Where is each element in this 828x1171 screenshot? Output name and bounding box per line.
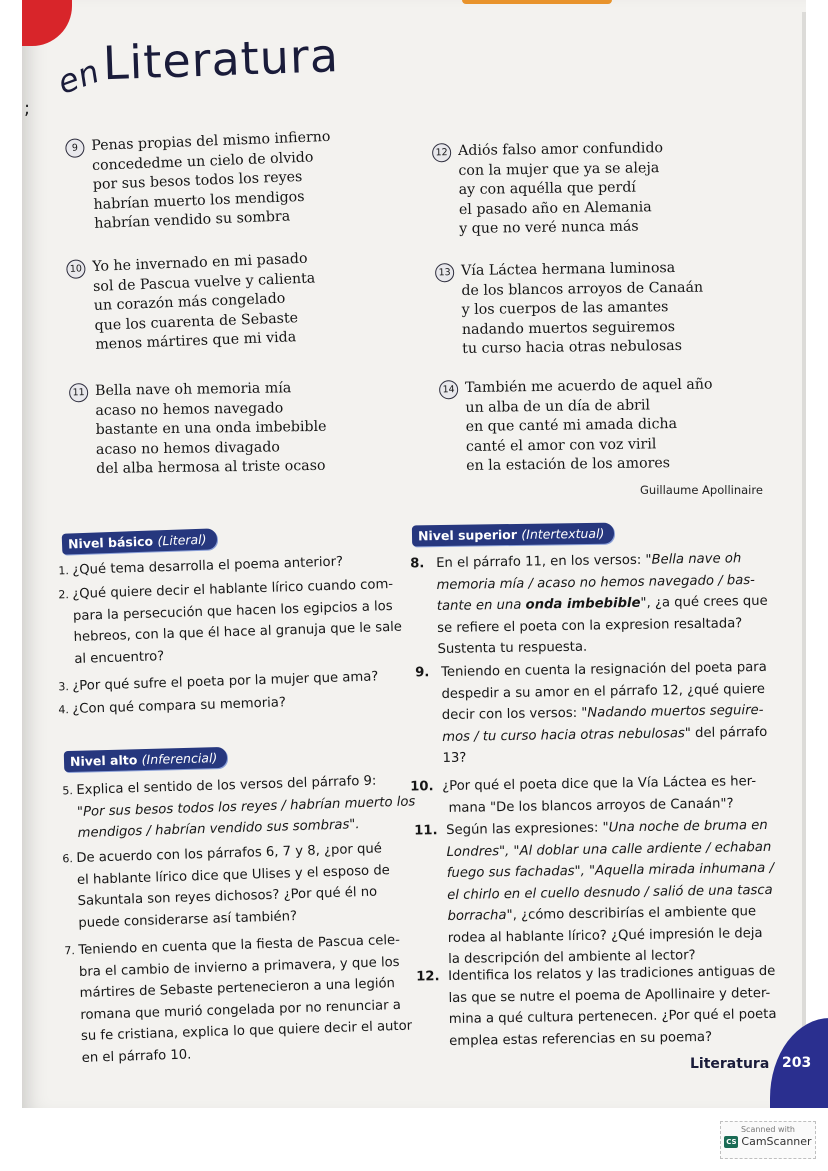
question-text: mina a qué cultura pertenecen. ¿Por qué el poeta [448, 1006, 777, 1027]
stanza-10 [69, 249, 318, 355]
quoted-verse: "Por sus besos todos los reyes / habrían muerto los [76, 793, 416, 820]
verse: habrían muerto los mendigos [93, 188, 305, 213]
question-6 [62, 838, 392, 934]
page-title [52, 28, 340, 102]
question-text: ¿Con qué compara su memoria? [72, 695, 287, 717]
question-text: ¿Qué tema desarrolla el poema anterior? [72, 554, 344, 578]
verse: de los blancos arroyos de Canaán [461, 279, 704, 299]
verse: por sus besos todos los reyes [92, 168, 303, 193]
footer-section-label: Literatura [690, 1056, 770, 1072]
watermark-caption: Scanned with [740, 1125, 796, 1134]
question-text: rodea al hablante lírico? ¿Qué impresión le deja [447, 925, 763, 946]
question-text: el hablante lírico dice que Ulises y el esposo de [76, 862, 391, 888]
question-number: 8. [410, 556, 425, 572]
stanza-number-badge: 11 [69, 383, 88, 402]
verse: habrían vendido su sombra [94, 208, 291, 232]
question-text: Sustenta tu respuesta. [437, 639, 588, 657]
question-number: 2. [58, 588, 70, 602]
quoted-verse: mendigos / habrían vendido sus sombras". [77, 817, 360, 841]
question-text: mana "De los blancos arroyos de Canaán"? [448, 795, 734, 816]
question-text: puede considerarse así también? [78, 908, 298, 931]
quoted-verse: Londres", "Al doblar una calle ardiente / echaban [446, 839, 772, 860]
question-5 [62, 769, 416, 844]
verse: menos mártires que mi vida [95, 329, 297, 353]
question-number: 4. [58, 703, 70, 717]
question-text: Explica el sentido de los versos del párrafo 9: [76, 773, 377, 798]
quoted-verse: tante en una [436, 597, 526, 614]
question-text: De acuerdo con los párrafos 6, 7 y 8, ¿por qué [76, 841, 383, 866]
quoted-verse: el chirlo en el cuello desnudo / salió de una tasca [447, 882, 773, 903]
verse: un alba de un día de abril [465, 396, 651, 416]
question-text: ¿Por qué sufre el poeta por la mujer que ama? [72, 669, 379, 694]
stanza-13 [438, 259, 704, 360]
page-number: 203 [782, 1055, 812, 1071]
question-number: 3. [58, 680, 70, 694]
question-11 [414, 815, 775, 971]
badge-sublabel: (Inferencial) [141, 750, 218, 768]
stanza-number-badge: 10 [66, 259, 86, 279]
quoted-verse: fuego sus fachadas", "Aquella mirada inhumana / [446, 860, 775, 881]
question-text: decir con los versos: [441, 705, 582, 723]
verse: del alba hermosa al triste ocaso [96, 457, 326, 477]
camscanner-watermark [720, 1121, 816, 1159]
poem-author: Guillaume Apollinaire [640, 483, 763, 497]
question-12 [416, 961, 777, 1052]
question-text: En el párrafo 11, en los versos: [436, 552, 646, 571]
quoted-verse: "Bella nave oh [645, 551, 742, 568]
question-text: Sakuntala son reyes dichosos? ¿Por qué él no [77, 884, 378, 909]
stanza-number-badge: 13 [435, 263, 454, 282]
question-text: ¿Qué quiere decir el hablante lírico cuando com- [72, 576, 394, 602]
stanza-14 [442, 376, 714, 477]
question-number: 9. [415, 665, 430, 681]
question-text: , ¿cómo describirías el ambiente que [512, 904, 757, 923]
verse: que los cuarenta de Sebaste [94, 309, 299, 334]
question-text: ¿Por qué el poeta dice que la Vía Láctea es her- [442, 774, 757, 794]
question-text: " del párrafo [684, 724, 768, 741]
question-number: 10. [410, 779, 434, 795]
quoted-verse: mos / tu curso hacia otras nebulosas [442, 725, 685, 745]
verse: y que no veré nunca más [459, 218, 639, 237]
badge-sublabel: (Intertextual) [521, 525, 605, 542]
question-text: su fe cristiana, explica lo que quiere decir el autor [80, 1018, 413, 1044]
question-text: las que se nutre el poema de Apollinaire y deter- [448, 985, 771, 1006]
question-8 [410, 548, 769, 661]
badge-sublabel: (Literal) [157, 531, 207, 549]
verse: y los cuerpos de las amantes [461, 299, 669, 318]
orange-top-strip [462, 0, 612, 4]
verse: el pasado año en Alemania [458, 198, 652, 218]
verse: concededme un cielo de olvido [91, 148, 314, 174]
watermark-brand: CamScanner [741, 1135, 812, 1148]
question-text: Identifica los relatos y las tradiciones antiguas de [448, 963, 776, 984]
verse: canté el amor con voz viril [465, 435, 657, 455]
question-text: la descripción del ambiente al lector? [448, 948, 696, 967]
verse: Penas propias del mismo infierno [91, 128, 331, 154]
verse: ay con aquélla que perdí [458, 179, 637, 198]
stanza-number-badge: 12 [432, 143, 451, 162]
question-text: Teniendo en cuenta la resignación del poeta para [441, 659, 767, 680]
stanza-12 [435, 139, 664, 239]
question-number: 1. [58, 564, 70, 578]
quoted-verse: "Una noche de bruma en [602, 817, 768, 836]
verse: También me acuerdo de aquel año [465, 376, 713, 396]
badge-label: Nivel alto [69, 752, 138, 769]
badge-label: Nivel superior [417, 526, 518, 544]
question-text: romana que murió congelada por no renunciar a [80, 997, 402, 1023]
verse: en que canté mi amada dicha [465, 416, 678, 435]
verse: Bella nave oh memoria mía [95, 380, 292, 399]
stanza-9 [71, 128, 334, 235]
question-number: 6. [62, 852, 74, 866]
verse: sol de Pascua vuelve y calienta [92, 269, 316, 295]
stanza-number-badge: 9 [65, 138, 85, 158]
question-text: en el párrafo 10. [81, 1047, 192, 1066]
verse: un corazón más congelado [93, 290, 286, 314]
stanza-11 [72, 379, 327, 480]
verse: bastante en una onda imbebible [95, 418, 327, 438]
highlighted-expression: onda imbebible [525, 595, 641, 613]
question-text: para la persecución que hacen los egipcios a los [72, 598, 393, 624]
quoted-verse: borracha" [447, 907, 513, 924]
question-text: despedir a su amor en el párrafo 12, ¿qué quiere [441, 681, 766, 702]
question-text: 13? [442, 750, 467, 766]
verse: nadando muertos seguiremos [461, 318, 676, 338]
title-text: Literatura [101, 28, 340, 91]
question-10 [410, 771, 757, 819]
stanza-number-badge: 14 [439, 380, 458, 399]
verse: Vía Láctea hermana luminosa [461, 260, 676, 279]
question-7 [64, 930, 413, 1069]
question-number: 11. [414, 823, 438, 839]
section-badge-superior [412, 523, 615, 547]
question-number: 12. [416, 969, 440, 985]
question-text: al encuentro? [74, 648, 165, 667]
title-prefix: en [52, 51, 106, 102]
verse: acaso no hemos divagado [95, 438, 281, 458]
question-number: 5. [62, 784, 74, 798]
question-number: 7. [64, 944, 76, 958]
question-9 [415, 657, 768, 770]
verse: con la mujer que ya se aleja [458, 159, 660, 179]
question-text: hebreos, con la que él hace al granuja que le sale [73, 619, 403, 645]
question-text: mártires de Sebaste pertenecieron a una legión [79, 976, 396, 1001]
verse: Adiós falso amor confundido [458, 140, 664, 159]
page-edge [802, 12, 806, 1108]
question-text: bra el cambio de invierno a primavera, y que los [78, 954, 400, 980]
section-badge-alto [64, 747, 228, 772]
quoted-verse: memoria mía / acaso no hemos navegado / bas- [436, 572, 756, 593]
verse: tu curso hacia otras nebulosas [462, 337, 683, 357]
verse: Yo he invernado en mi pasado [92, 250, 308, 275]
question-text: se refiere el poeta con la expresion resaltada? [437, 615, 743, 636]
question-text: emplea estas referencias en su poema? [449, 1029, 713, 1049]
quoted-verse: "Nadando muertos seguire- [581, 702, 764, 721]
question-text: ", ¿a qué crees que [640, 593, 768, 611]
badge-label: Nivel básico [67, 533, 154, 552]
question-text: Según las expresiones: [446, 820, 603, 838]
camscanner-logo-icon: CS [726, 1137, 737, 1146]
side-mark: ; [24, 98, 31, 119]
question-2 [58, 574, 403, 670]
question-text: Teniendo en cuenta que la fiesta de Pascua cele- [78, 932, 401, 958]
verse: en la estación de los amores [466, 455, 671, 474]
verse: acaso no hemos navegado [95, 399, 284, 419]
